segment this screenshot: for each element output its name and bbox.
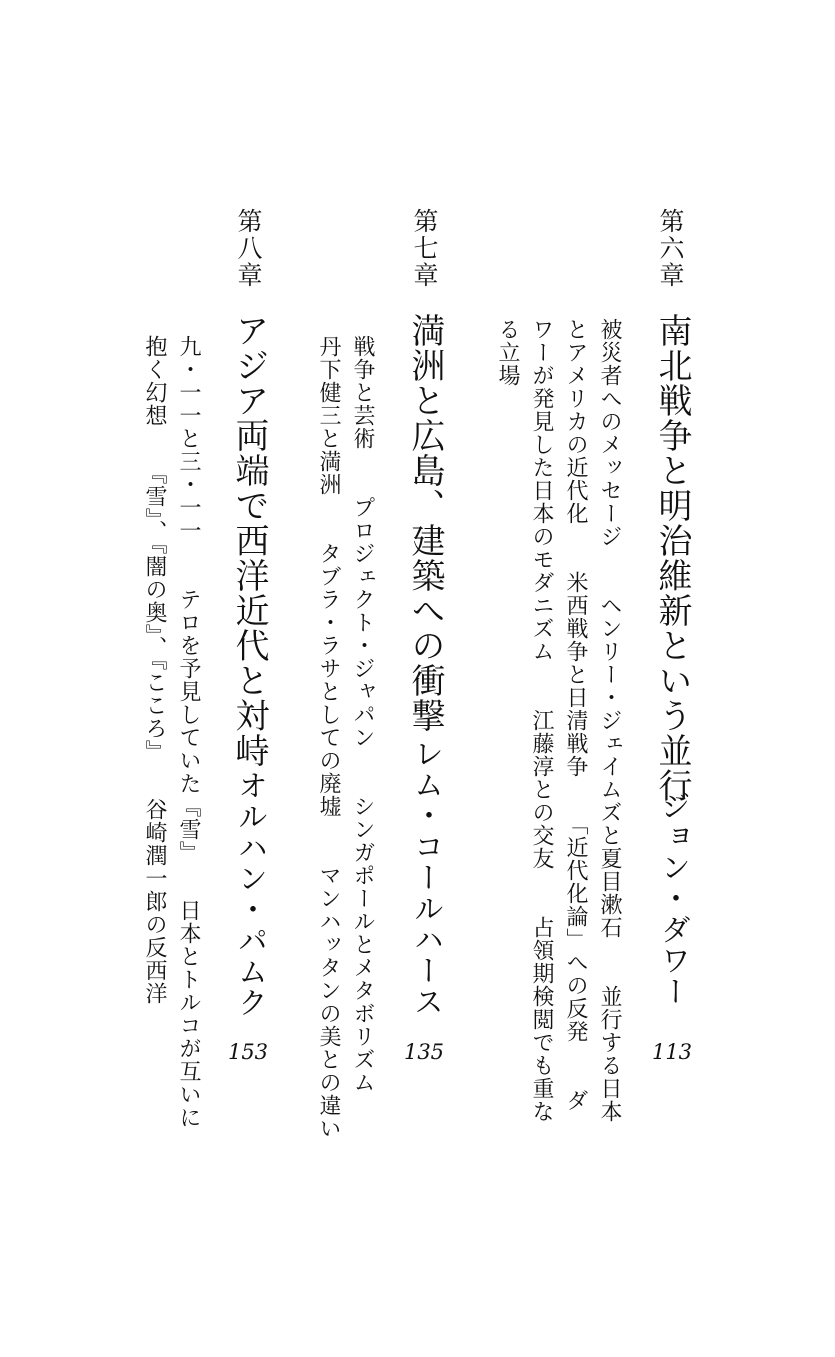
chapter-label: 第七章 (410, 208, 439, 289)
chapter-author: ジョン・ダワー (655, 790, 690, 1007)
chapter-summary-line: 丹下健三と満洲 タブラ・ラサとしての廃墟 マンハッタンの美との違い (316, 335, 341, 1140)
chapter-summary-line: ワーが発見した日本のモダニズム 江藤淳との交友 占領期検閲でも重な (529, 318, 554, 1123)
chapter-label: 第六章 (656, 208, 685, 289)
chapter-summary-line: る立場 (495, 318, 520, 387)
chapter-title: 南北戦争と明治維新という並行 (652, 313, 692, 803)
chapter-summary-line: 被災者へのメッセージ ヘンリー・ジェイムズと夏目漱石 並行する日本 (597, 318, 622, 1123)
chapter-summary-line: 九・一一と三・一一 テロを予見していた『雪』 日本とトルコが互いに (176, 335, 201, 1129)
chapter-author: レム・コールハース (408, 738, 443, 1017)
page-number: 135 (403, 1040, 445, 1064)
chapter-author: オルハン・パムク (232, 770, 267, 1018)
page-number: 153 (227, 1040, 269, 1064)
chapter-summary-line: 戦争と芸術 プロジェクト・ジャパン シンガポールとメタボリズム (350, 335, 375, 1094)
chapter-summary-line: とアメリカの近代化 米西戦争と日清戦争 「近代化論」への反発 ダ (563, 318, 588, 1112)
chapter-title: 満洲と広島、建築への衝撃 (405, 313, 445, 733)
chapter-title: アジア両端で西洋近代と対峙 (229, 313, 269, 768)
chapter-summary-line: 抱く幻想 『雪』、『闇の奥』、『こころ』 谷崎潤一郎の反西洋 (142, 335, 167, 1005)
chapter-label: 第八章 (234, 208, 263, 289)
page-number: 113 (651, 1040, 693, 1064)
